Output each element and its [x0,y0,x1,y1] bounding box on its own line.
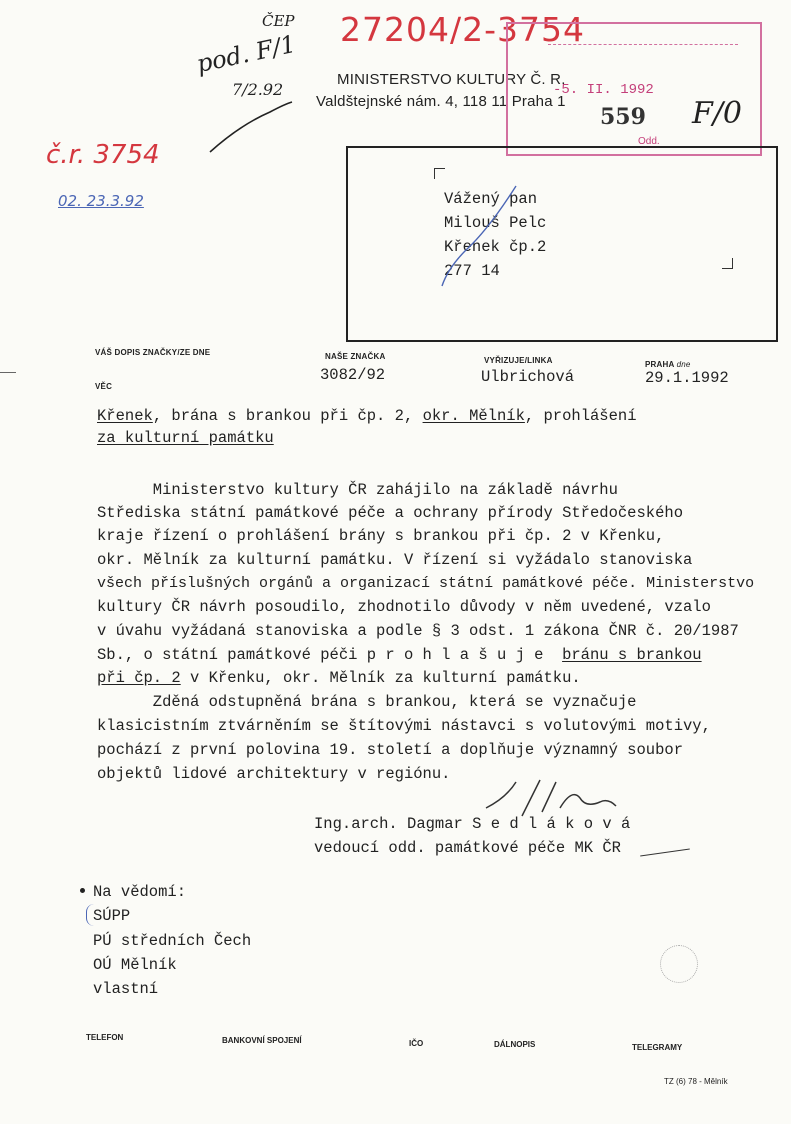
body-highlight-2: při čp. 2 [97,669,181,687]
address-window [346,146,778,342]
dne-word: dne [676,360,691,369]
corner-top-left [434,168,445,179]
subject-place: Křenek [97,407,153,425]
body-line-8-text: Sb., o státní památkové péči p r o h l a š u j e [97,646,563,664]
body-line-3: kraje řízení o prohlášení brány s brankou při čp. 2 v Křenku, [97,527,665,545]
body-line-4: okr. Mělník za kulturní památku. V řízení si vyžádalo stanoviska [97,551,693,569]
faint-stamp [660,945,698,983]
cc-bracket [86,904,95,926]
recipient-line-1: Vážený pan [444,190,538,208]
cc-item-3: OÚ Mělník [93,956,177,974]
right-pen-mark [640,849,690,857]
footer-telefon: TELEFON [86,1033,124,1042]
cc-item-1: SÚPP [93,907,131,925]
subject-line-2: za kulturní památku [97,429,274,447]
reference-cj: č.r. 3754 [46,140,160,170]
body-line-5: všech příslušných orgánů a organizací státní památkové péče. Ministerstvo [97,575,755,592]
praha-label [645,360,691,369]
cc-bullet [80,888,85,893]
body2-line-3: pochází z první polovina 19. století a doplňuje významný soubor [97,741,683,759]
body-line-7: v úvahu vyžádaná stanoviska a podle § 3 odst. 1 zákona ČNR č. 20/1987 [97,622,739,640]
body2-line-2: klasicistním ztvárněním se štítovými nástavci s volutovými motivy, [97,717,711,735]
body-line-8 [97,644,702,667]
footer-dalnopis: DÁLNOPIS [494,1040,536,1049]
recipient-line-3: Křenek čp.2 [444,238,547,256]
nase-znacka-label: NAŠE ZNAČKA [325,352,386,361]
subject-text: , brána s brankou při čp. 2, [152,407,423,425]
footer-telegramy: TELEGRAMY [632,1043,683,1052]
body-line-9 [97,667,581,690]
handwritten-stroke [200,90,320,160]
subject-line-1 [97,407,637,425]
fold-mark [0,372,16,373]
body-line-6: kultury ČR návrh posoudilo, zhodnotilo důvody v něm uvedené, vzalo [97,598,711,616]
received-date: 02. 23.3.92 [58,192,144,210]
stamp-mark: F/0 [692,96,743,131]
corner-bottom-right [722,258,733,269]
registry-stamp [506,22,762,156]
body-line-2: Střediska státní památkové péče a ochrany přírody Středočeského [97,504,683,522]
ministry-address: Valdštejnské nám. 4, 118 11 Praha 1 [316,93,566,110]
body-highlight-1: bránu s brankou [562,646,702,664]
ministry-name: MINISTERSTVO KULTURY Č. R. [337,71,566,88]
nase-znacka-value: 3082/92 [320,366,386,384]
footer-ico: IČO [409,1039,424,1048]
body2-line-1: Zděná odstupněná brána s brankou, která se vyznačuje [97,693,637,711]
vas-dopis-label: VÁŠ DOPIS ZNAČKY/ZE DNE [95,348,211,357]
recipient-line-2: Milouš Pelc [444,214,547,232]
recipient-line-4: 277 14 [444,262,500,280]
stamp-dept: Odd. [638,136,660,147]
signatory-name: Ing.arch. Dagmar S e d l á k o v á [314,815,631,833]
stamp-number: 559 [600,104,646,130]
blue-pen-mark [428,180,528,290]
cc-item-2: PÚ středních Čech [93,932,252,950]
handwritten-cep: ČEP [262,12,295,30]
stamp-date: -5. II. 1992 [553,82,654,98]
stamp-top-line [548,44,738,45]
signatory-title: vedoucí odd. památkové péče MK ČR [314,839,621,857]
subject-text-end: , prohlášení [524,407,637,425]
body-line-1: Ministerstvo kultury ČR zahájilo na základě návrhu [97,481,618,499]
footer-bankovni: BANKOVNÍ SPOJENÍ [222,1036,302,1045]
handwritten-date: 7/2.92 [232,80,284,99]
vyrizuje-label: VYŘIZUJE/LINKA [484,356,553,365]
cc-label: Na vědomí: [93,883,187,901]
body2-line-4: objektů lidové architektury v regiónu. [97,765,451,783]
cc-item-4: vlastní [93,980,159,998]
record-number: 27204/2-3754 [340,10,585,49]
vyrizuje-value: Ulbrichová [481,368,575,386]
praha-word: PRAHA [645,360,675,369]
body-line-9-text: v Křenku, okr. Mělník za kulturní památku. [180,669,581,687]
subject-district: okr. Mělník [422,407,525,425]
footer-print-code: TZ (6) 78 - Mělník [664,1077,728,1086]
praha-date: 29.1.1992 [645,369,729,387]
subject-label: VĚC [95,382,113,391]
handwritten-pod: pod. F/1 [194,29,299,79]
